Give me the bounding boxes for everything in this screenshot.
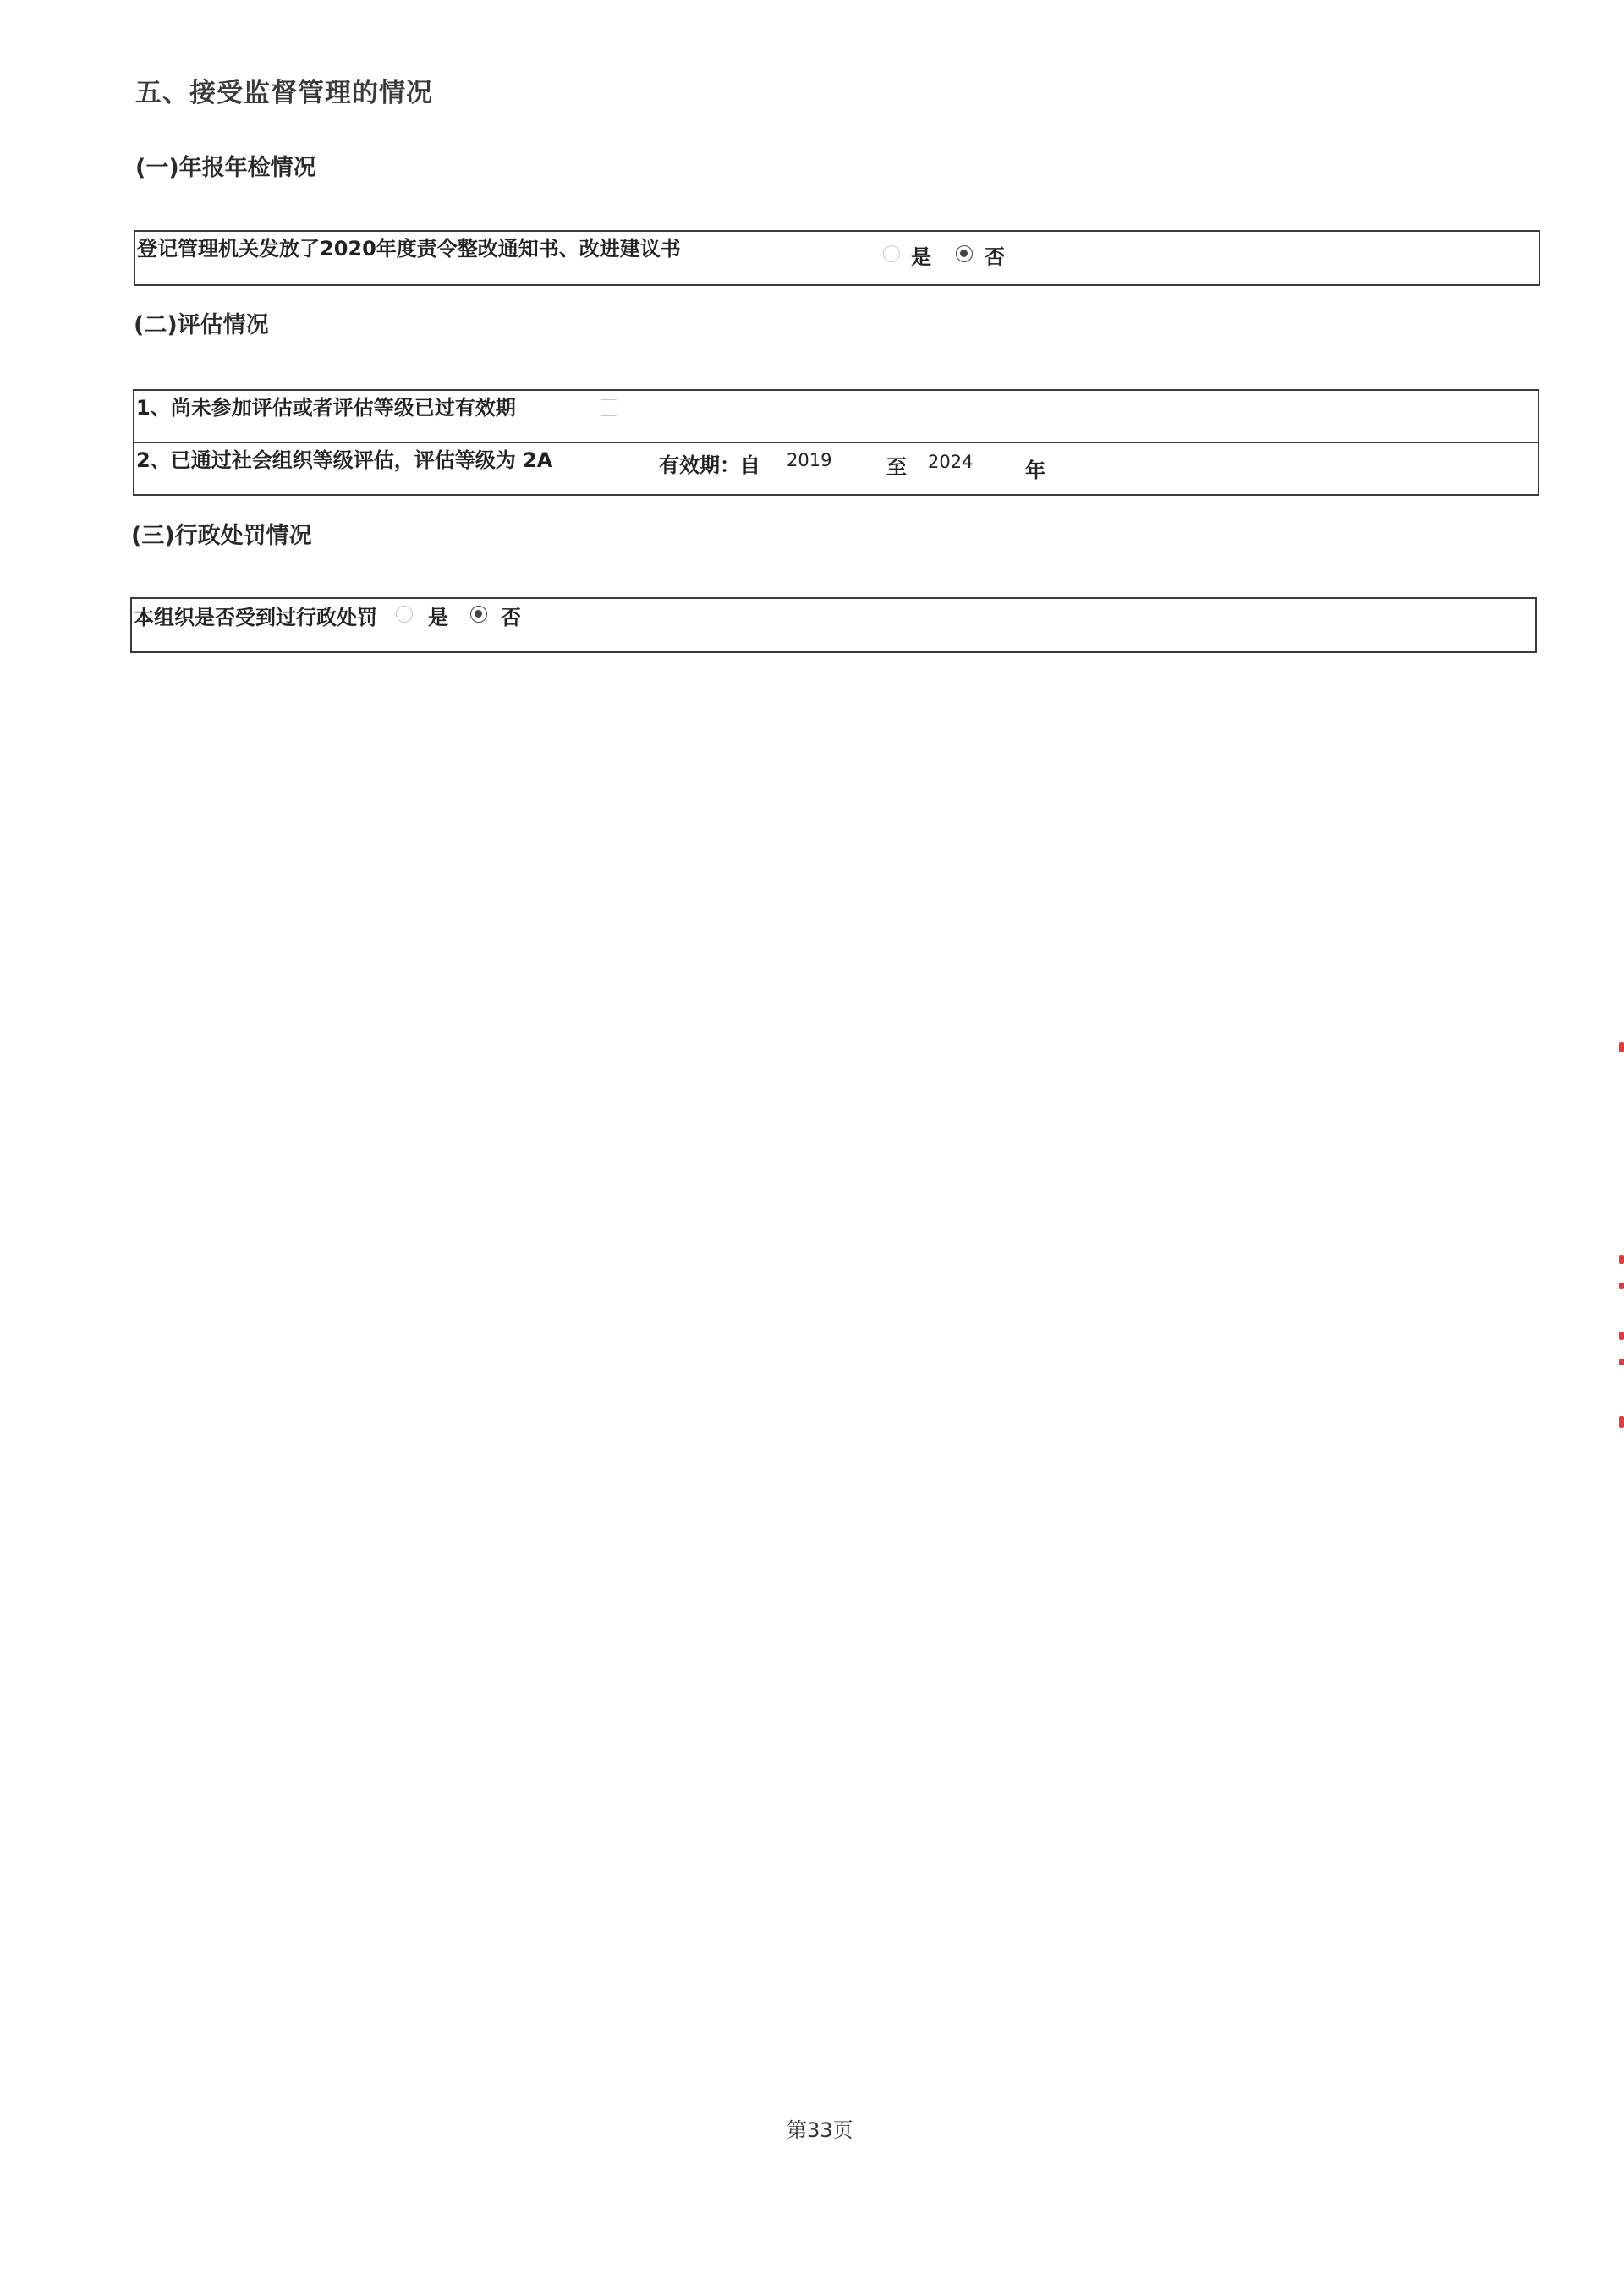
validity-to-year: 2024	[928, 452, 974, 472]
evaluation-table	[133, 389, 1539, 496]
annual-yes-label: 是	[911, 245, 931, 269]
annual-no-label: 否	[985, 245, 1005, 269]
validity-from-year: 2019	[787, 450, 832, 470]
seal-edge-mark	[1619, 1332, 1624, 1340]
section-title: 五、接受监督管理的情况	[135, 78, 433, 108]
penalty-yes-radio[interactable]	[396, 606, 413, 623]
annual-report-question: 登记管理机关发放了2020年度责令整改通知书、改进建议书	[137, 237, 681, 261]
seal-edge-mark	[1619, 1416, 1624, 1428]
evaluation-item1-checkbox[interactable]	[601, 399, 617, 416]
validity-from-label: 有效期：自	[659, 453, 760, 477]
page-number: 第33页	[787, 2118, 853, 2142]
seal-edge-mark	[1619, 1283, 1624, 1289]
penalty-heading: (三)行政处罚情况	[131, 523, 312, 549]
annual-yes-radio[interactable]	[883, 245, 900, 262]
annual-report-row	[134, 230, 1540, 286]
validity-to-label: 至	[886, 455, 907, 479]
penalty-no-label: 否	[501, 606, 521, 629]
annual-no-radio[interactable]	[956, 245, 973, 262]
penalty-no-radio[interactable]	[470, 606, 487, 623]
penalty-yes-label: 是	[428, 606, 448, 629]
seal-edge-mark	[1619, 1359, 1624, 1365]
seal-edge-mark	[1619, 1042, 1624, 1052]
penalty-row	[130, 597, 1537, 653]
evaluation-item1: 1、尚未参加评估或者评估等级已过有效期	[136, 396, 516, 420]
validity-year-label: 年	[1025, 459, 1045, 482]
evaluation-item2: 2、已通过社会组织等级评估，评估等级为 2A	[136, 448, 553, 472]
penalty-question: 本组织是否受到过行政处罚	[134, 606, 377, 629]
evaluation-heading: (二)评估情况	[134, 312, 269, 338]
seal-edge-mark	[1619, 1255, 1624, 1264]
annual-report-heading: (一)年报年检情况	[135, 155, 316, 181]
